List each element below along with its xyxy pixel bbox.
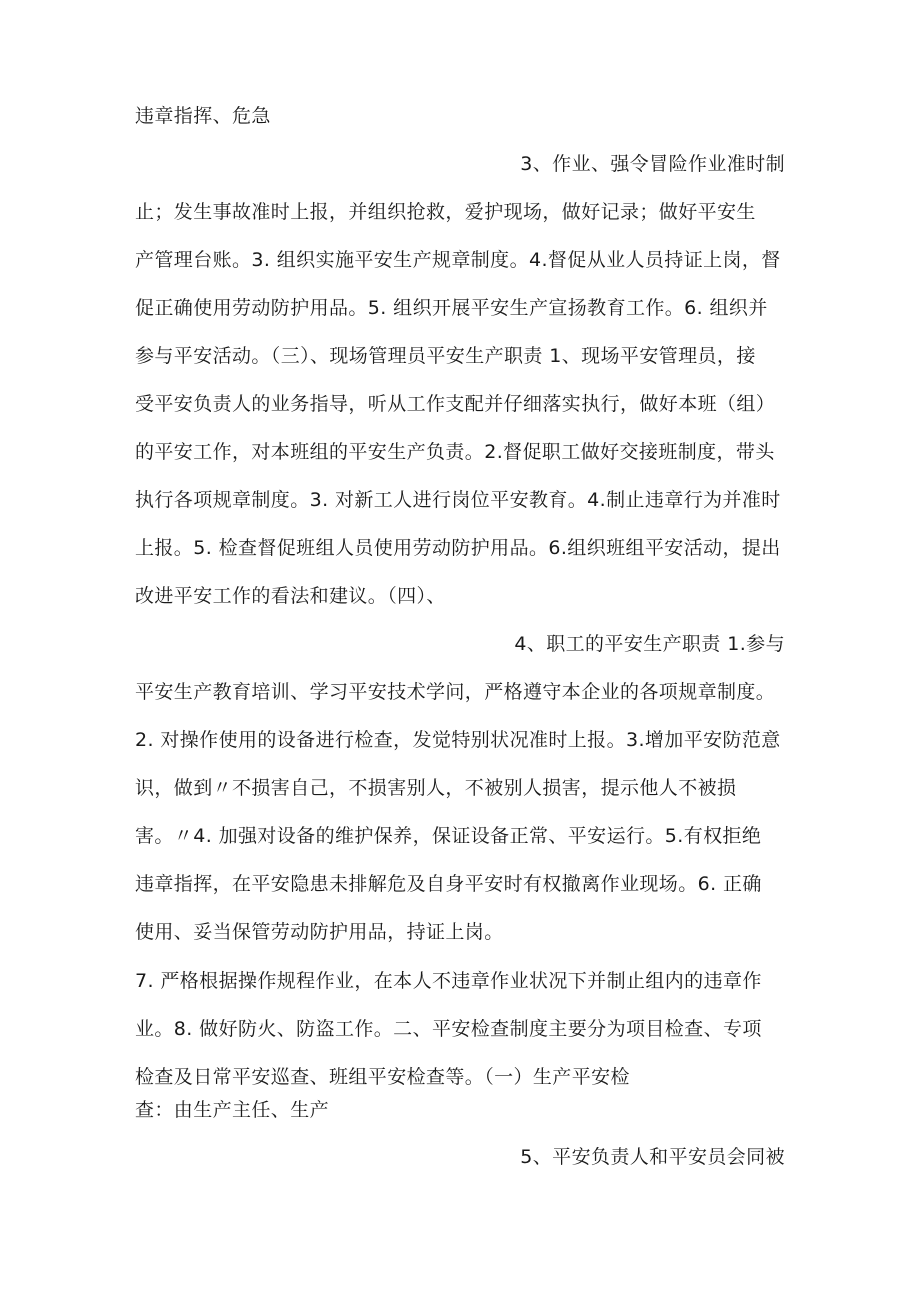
text-line: 2. 对操作使用的设备进行检查，发觉特别状况准时上报。3.增加平安防范意 [135, 729, 781, 751]
text-line: 止；发生事故准时上报，并组织抢救，爱护现场，做好记录；做好平安生 [135, 201, 756, 223]
text-line: 害。〃4. 加强对设备的维护保养，保证设备正常、平安运行。5.有权拒绝 [135, 825, 762, 847]
text-line: 违章指挥，在平安隐患未排解危及自身平安时有权撤离作业现场。6. 正确 [135, 873, 762, 895]
section-heading-4: 4、职工的平安生产职责 1.参与 [514, 633, 785, 655]
text-line: 促正确使用劳动防护用品。5. 组织开展平安生产宣扬教育工作。6. 组织并 [135, 297, 768, 319]
text-line: 平安生产教育培训、学习平安技术学问，严格遵守本企业的各项规章制度。 [135, 681, 776, 703]
text-line: 业。8. 做好防火、防盗工作。二、平安检查制度主要分为项目检查、专项 [135, 1018, 762, 1040]
section-heading-5: 5、平安负责人和平安员会同被 [520, 1146, 785, 1168]
text-line: 参与平安活动。（三）、现场管理员平安生产职责 1、现场平安管理员，接 [135, 345, 756, 367]
text-line: 查：由生产主任、生产 [135, 1099, 330, 1121]
text-line: 受平安负责人的业务指导，听从工作支配并仔细落实执行，做好本班（组） [135, 393, 776, 415]
text-line: 执行各项规章制度。3. 对新工人进行岗位平安教育。4.制止违章行为并准时 [135, 489, 781, 511]
text-line: 检查及日常平安巡查、班组平安检查等。（一）生产平安检 [135, 1066, 630, 1088]
text-line: 识，做到〃不损害自己，不损害别人，不被别人损害，提示他人不被损 [135, 777, 737, 799]
text-line: 的平安工作，对本班组的平安生产负责。2.督促职工做好交接班制度，带头 [135, 441, 775, 463]
text-line: 上报。5. 检查督促班组人员使用劳动防护用品。6.组织班组平安活动，提出 [135, 537, 781, 559]
text-line: 使用、妥当保管劳动防护用品，持证上岗。 [135, 921, 504, 943]
text-line: 7. 严格根据操作规程作业，在本人不违章作业状况下并制止组内的违章作 [135, 970, 762, 992]
text-line: 改进平安工作的看法和建议。（四）、 [135, 585, 446, 607]
text-line: 违章指挥、危急 [135, 105, 271, 127]
text-line: 产管理台账。3. 组织实施平安生产规章制度。4.督促从业人员持证上岗，督 [135, 249, 781, 271]
section-heading-3: 3、作业、强令冒险作业准时制 [520, 153, 785, 175]
